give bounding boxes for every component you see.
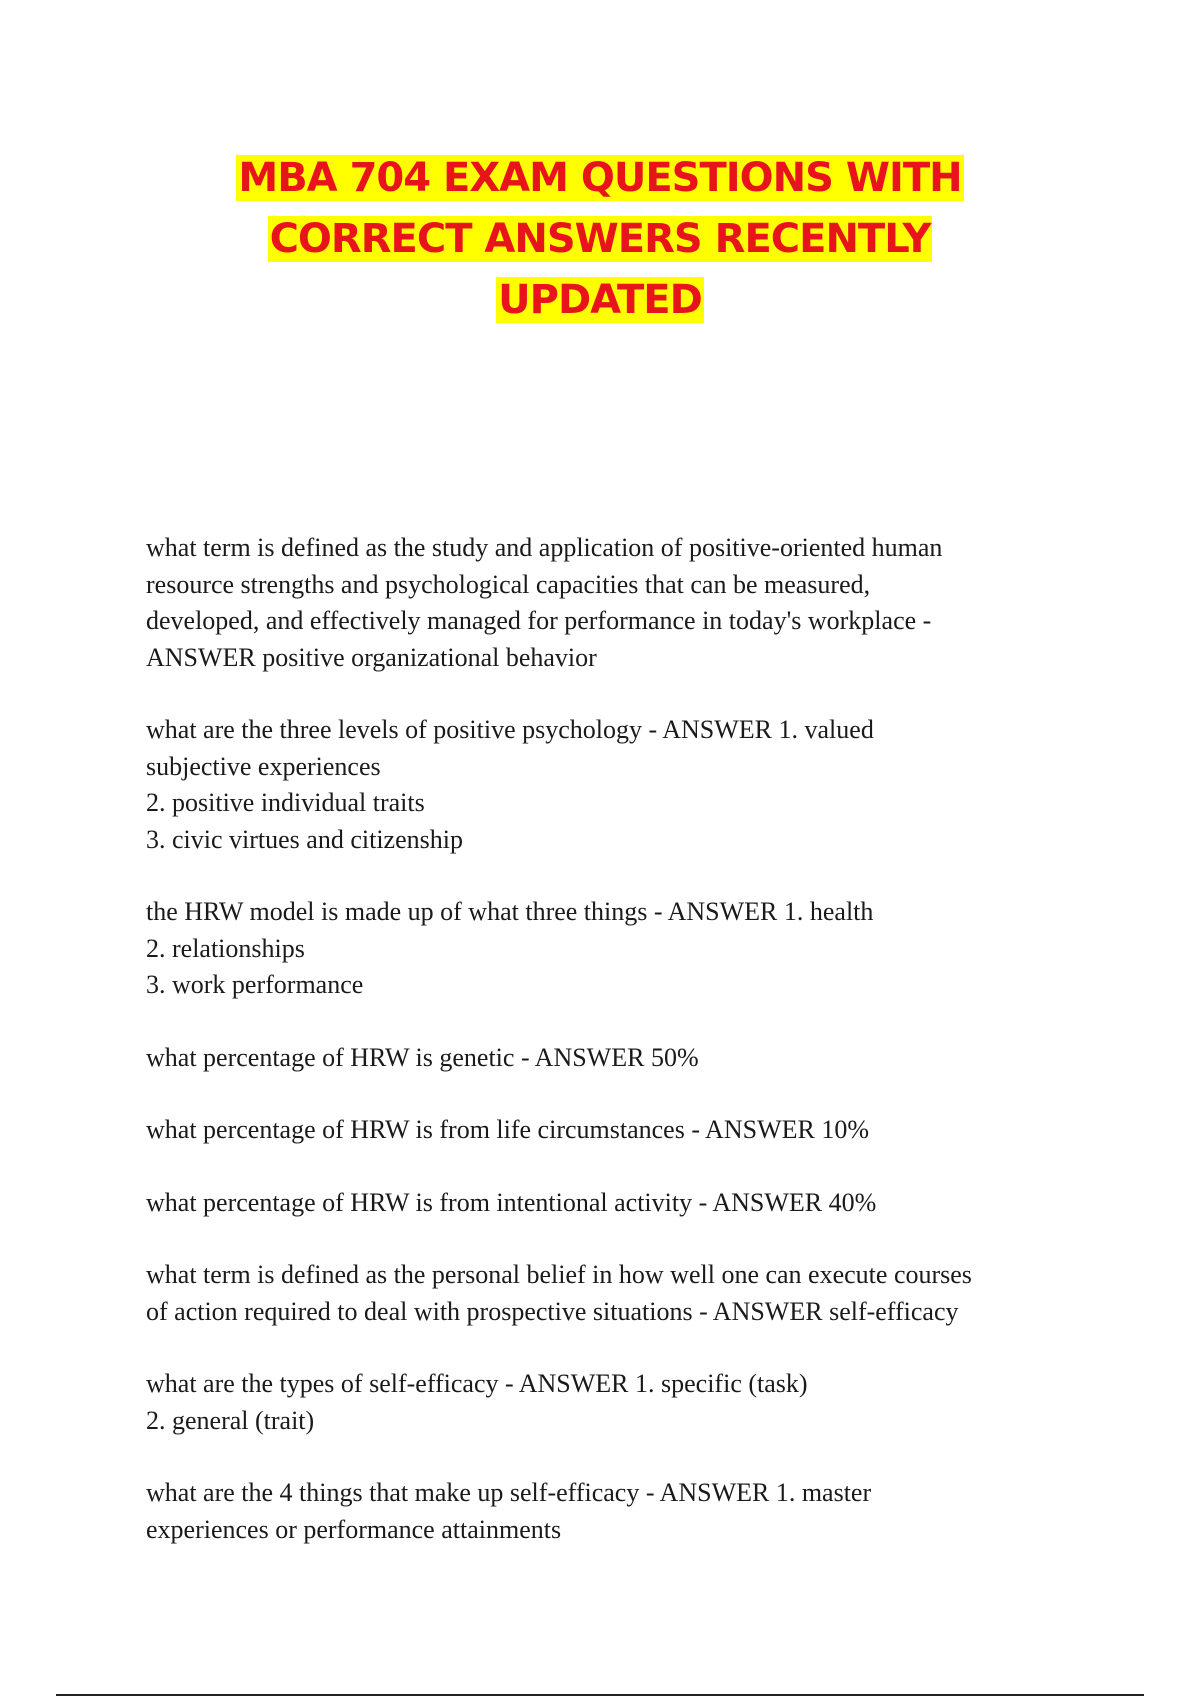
qa-line: ANSWER positive organizational behavior bbox=[146, 642, 597, 672]
qa-list bbox=[146, 530, 1076, 1584]
qa-line: what are the types of self-efficacy - ANSWER 1. specific (task) bbox=[146, 1369, 808, 1398]
qa-line: what are the 4 things that make up self-efficacy - ANSWER 1. master bbox=[146, 1478, 872, 1507]
qa-item bbox=[146, 530, 1076, 676]
qa-line: what percentage of HRW is from life circumstances - ANSWER 10% bbox=[146, 1115, 869, 1144]
qa-line: what percentage of HRW is genetic - ANSWER 50% bbox=[146, 1042, 699, 1072]
qa-line: what percentage of HRW is from intentional activity - ANSWER 40% bbox=[146, 1187, 877, 1217]
qa-line: developed, and effectively managed for performance in today's workplace - bbox=[146, 606, 932, 635]
qa-line: resource strengths and psychological capacities that can be measured, bbox=[146, 569, 871, 599]
qa-line: the HRW model is made up of what three things - ANSWER 1. health bbox=[146, 897, 874, 926]
qa-item bbox=[146, 712, 1076, 858]
title-line bbox=[0, 148, 1200, 209]
qa-item bbox=[146, 894, 1076, 1004]
document-title bbox=[0, 148, 1200, 331]
qa-line: 2. positive individual traits bbox=[146, 788, 425, 817]
qa-line: 2. general (trait) bbox=[146, 1405, 315, 1435]
title-line-text: UPDATED bbox=[498, 277, 702, 323]
qa-item bbox=[146, 1475, 1076, 1548]
qa-line: subjective experiences bbox=[146, 751, 381, 781]
qa-line: experiences or performance attainments bbox=[146, 1514, 562, 1544]
title-line-text: CORRECT ANSWERS RECENTLY bbox=[269, 216, 931, 262]
footer-divider bbox=[56, 1694, 1144, 1696]
title-line-text: MBA 704 EXAM QUESTIONS WITH bbox=[238, 155, 962, 201]
qa-item bbox=[146, 1366, 1076, 1439]
qa-line: 3. work performance bbox=[146, 970, 364, 999]
qa-line: 3. civic virtues and citizenship bbox=[146, 824, 463, 854]
qa-line: 2. relationships bbox=[146, 933, 305, 963]
qa-line: of action required to deal with prospective situations - ANSWER self-efficacy bbox=[146, 1296, 959, 1326]
title-line bbox=[0, 209, 1200, 270]
qa-item bbox=[146, 1040, 1076, 1077]
qa-item bbox=[146, 1185, 1076, 1222]
qa-line: what term is defined as the personal belief in how well one can execute courses bbox=[146, 1260, 972, 1289]
qa-line: what term is defined as the study and application of positive-oriented human bbox=[146, 533, 943, 562]
qa-line: what are the three levels of positive psychology - ANSWER 1. valued bbox=[146, 715, 874, 744]
title-line bbox=[0, 270, 1200, 331]
qa-item bbox=[146, 1257, 1076, 1330]
qa-item bbox=[146, 1112, 1076, 1149]
